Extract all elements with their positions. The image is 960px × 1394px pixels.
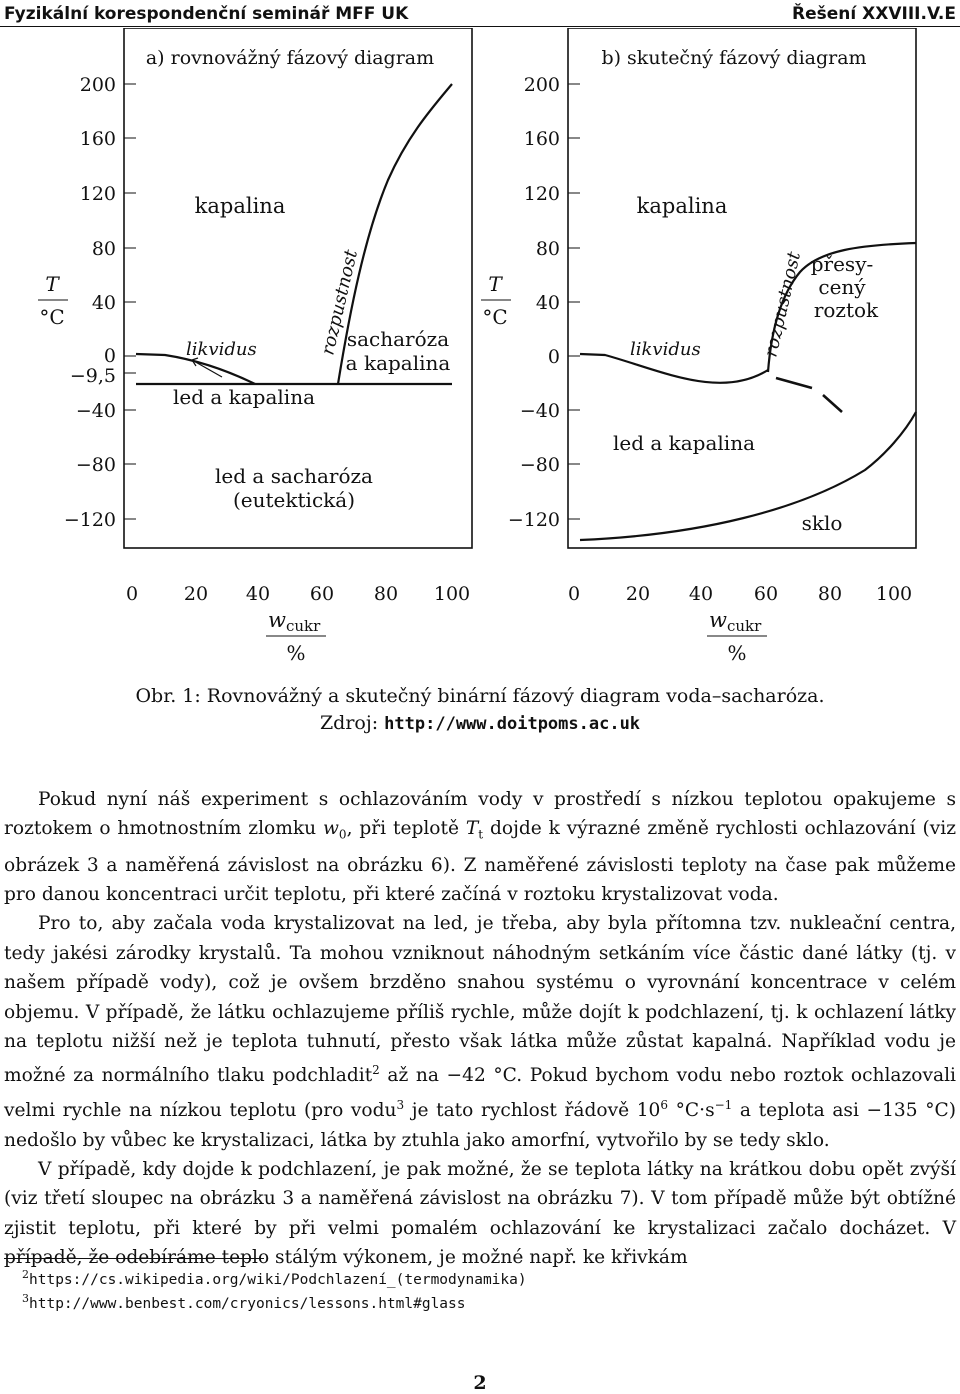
panel-b xyxy=(481,28,916,665)
panel-a-ytick: 120 xyxy=(79,183,116,205)
phase-diagram-figure xyxy=(0,28,960,688)
panel-a-ytick: 200 xyxy=(79,74,116,96)
panel-b-xlabel-den: % xyxy=(727,641,747,665)
panel-b-ytick: −80 xyxy=(519,454,560,476)
panel-a-xtick: 60 xyxy=(309,583,335,605)
footnote: $^3$http://www.benbest.com/cryonics/lessons.html#glass xyxy=(22,1292,466,1312)
panel-b-label-supersaturated: přesy- xyxy=(810,252,874,276)
panel-a-ytick: −9,5 xyxy=(69,365,116,387)
panel-a-xtick: 20 xyxy=(183,583,209,605)
panel-b-xtick: 80 xyxy=(817,583,843,605)
panel-b-ytick: 200 xyxy=(523,74,560,96)
panel-b-label-supersaturated-2: cený xyxy=(818,275,866,299)
panel-b-ylabel-num: T xyxy=(488,272,502,296)
panel-a-ytick: 40 xyxy=(91,292,116,314)
panel-b-xtick: 40 xyxy=(688,583,714,605)
panel-b-glass-transition-dashed xyxy=(776,378,842,412)
panel-a-label-ice-sucrose: led a sacharóza xyxy=(215,464,373,488)
panel-b-label-ice-liquid: led a kapalina xyxy=(612,431,756,455)
header-title: Fyzikální korespondenční seminář MFF UK xyxy=(4,4,409,24)
panel-b-ytick: 0 xyxy=(547,346,560,368)
panel-b-label-liquidus: likvidus xyxy=(630,339,701,360)
header-section: Řešení XXVIII.V.E xyxy=(792,4,956,24)
panel-a-label-sucrose-liquid-2: a kapalina xyxy=(345,351,451,375)
panel-a-ytick: −40 xyxy=(75,400,116,422)
panel-b-xlabel-num: w xyxy=(709,608,727,632)
footnote-ref-3[interactable]: 3 xyxy=(396,1097,405,1112)
panel-a-ytick: −120 xyxy=(63,509,116,531)
panel-a-label-liquidus: likvidus xyxy=(186,339,257,360)
panel-a-label-liquid: kapalina xyxy=(194,194,286,218)
footnote-rule xyxy=(4,1258,264,1259)
panel-a-ylabel-den: °C xyxy=(39,305,65,329)
panel-b-ytick: 120 xyxy=(523,183,560,205)
panel-b-title: b) skutečný fázový diagram xyxy=(601,47,867,69)
panel-a-xtick: 40 xyxy=(245,583,271,605)
panel-b-ylabel-den: °C xyxy=(482,305,508,329)
panel-a-label-solubility: rozpustnost xyxy=(317,247,363,358)
panel-b-label-liquid: kapalina xyxy=(636,194,728,218)
caption-source-link[interactable]: http://www.doitpoms.ac.uk xyxy=(384,714,641,734)
panel-a-label-ice-liquid: led a kapalina xyxy=(172,385,316,409)
caption-source-label: Zdroj: xyxy=(319,712,385,734)
footnote: $^2$https://cs.wikipedia.org/wiki/Podchlazení_(termodynamika) xyxy=(22,1268,527,1288)
panel-b-ytick: 40 xyxy=(535,292,560,314)
panel-a-xtick: 0 xyxy=(125,583,139,605)
footnote-link[interactable]: https://cs.wikipedia.org/wiki/Podchlazení_(termodynamika) xyxy=(29,1271,527,1288)
page-number: 2 xyxy=(473,1372,487,1394)
panel-b-ytick: 80 xyxy=(535,238,560,260)
panel-a-label-eutectic: (eutektická) xyxy=(233,488,355,512)
panel-a-ytick: 0 xyxy=(103,345,116,367)
paragraph: Pokud nyní náš experiment s ochlazováním vody v prostředí s nízkou teplotou opakujeme s roztokem o hmotnostním zlomku $w_0$, při teplotě $T_t$ dojde k výrazné změně rychlosti ochlazování (viz obrázek 3 a naměřená závislost na obrázku 6). Z naměřené závislosti teploty na čase pak můžeme pro danou koncentraci určit teplotu, při které začíná v roztoku krystalizovat voda. xyxy=(4,789,956,905)
panel-b-ytick: 160 xyxy=(523,128,560,150)
panel-a-xtick: 80 xyxy=(373,583,399,605)
panel-a xyxy=(38,28,472,665)
panel-a-xtick: 100 xyxy=(433,583,471,605)
footnote-ref-2[interactable]: 2 xyxy=(372,1063,380,1078)
panel-a-xlabel-sub: cukr xyxy=(286,617,321,635)
panel-a-label-sucrose-liquid: sacharóza xyxy=(346,327,450,351)
figure-caption xyxy=(0,683,960,738)
paragraph: V případě, kdy dojde k podchlazení, je pak možné, že se teplota látky na krátkou dobu opět zvýší (viz třetí sloupec na obrázku 3 a naměřená závislost na obrázku 7). V tom případě může být obtížné zjistit teplotu, při které by při velmi pomalém ochlazování ke krystalizaci začalo docházet. V případě, že odebíráme teplo stálým výkonem, je možné např. ke křivkám xyxy=(4,1158,956,1269)
header-rule xyxy=(0,26,960,27)
panel-b-xlabel-sub: cukr xyxy=(727,617,762,635)
paragraph: Pro to, aby začala voda krystalizovat na led, je třeba, aby byla přítomna tzv. nukleační centra, tedy jakési zárodky krystalů. Ta mohou vzniknout náhodným setkáním více částic dané látky (tj. v našem případě vody), což je ovšem brzděno snahou systému o vyrovnání koncentrace v celém objemu. V případě, že látku ochlazujeme příliš rychle, může dojít k podchlazení, tj. k ochlazení látky na teplotu nižší než je teplota tuhnutí, přesto však látka může zůstat kapalná. Například vodu je možné za normálního tlaku podchladit$^2$ až na −42 °C. Pokud bychom vodu nebo roztok ochlazovali velmi rychle na nízkou teplotu (pro vodu$^3$ je tato rychlost řádově $10^6$ $^\circ C\cdot s^{-1}$ a teplota asi −135 °C) nedošlo by vůbec ke krystalizaci, látka by ztuhla jako amorfní, vytvořilo by se tedy sklo. xyxy=(4,913,956,1151)
panel-a-ylabel-num: T xyxy=(45,272,59,296)
panel-b-ytick: −120 xyxy=(507,509,560,531)
panel-b-label-solubility: rozpustnost xyxy=(760,249,806,360)
panel-b-xtick: 0 xyxy=(567,583,581,605)
panel-b-xtick: 20 xyxy=(625,583,651,605)
panel-b-ytick: −40 xyxy=(519,400,560,422)
panel-a-ytick: 160 xyxy=(79,128,116,150)
panel-a-xlabel-den: % xyxy=(286,641,306,665)
panel-a-xlabel-num: w xyxy=(268,608,286,632)
panel-b-xtick: 100 xyxy=(875,583,913,605)
panel-b-label-glass: sklo xyxy=(801,511,843,535)
footnote-link[interactable]: http://www.benbest.com/cryonics/lessons.html#glass xyxy=(29,1295,466,1312)
body-text xyxy=(4,785,956,1273)
panel-b-label-supersaturated-3: roztok xyxy=(813,298,879,322)
panel-b-xtick: 60 xyxy=(753,583,779,605)
figure-caption-text: Obr. 1: Rovnovážný a skutečný binární fázový diagram voda–sacharóza. xyxy=(135,685,825,707)
panel-a-ytick: −80 xyxy=(75,454,116,476)
panel-a-ytick: 80 xyxy=(91,238,116,260)
panel-a-title: a) rovnovážný fázový diagram xyxy=(145,47,435,69)
